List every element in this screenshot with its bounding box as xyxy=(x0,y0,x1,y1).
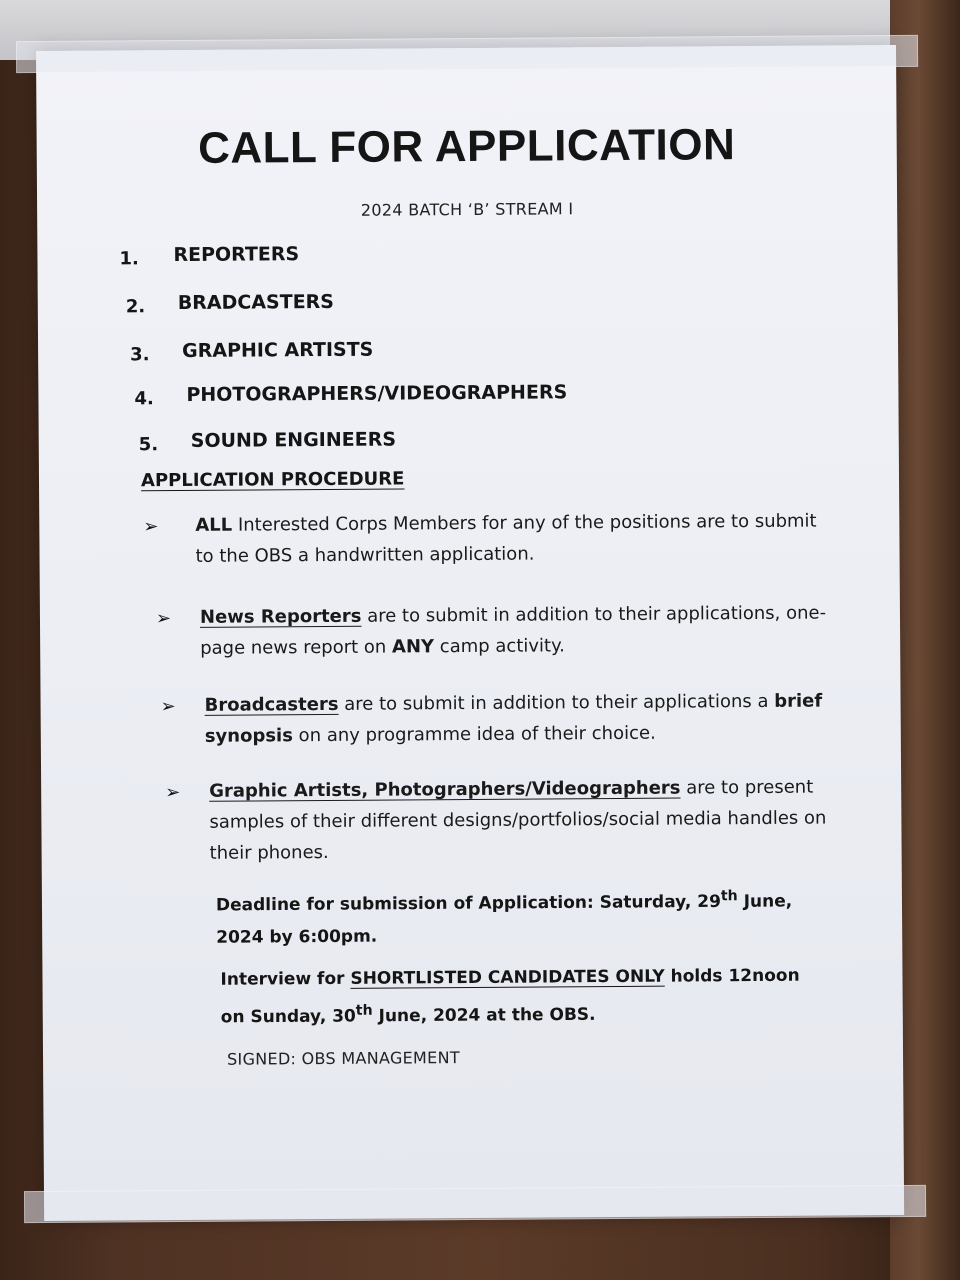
tape-top xyxy=(16,35,918,73)
position-number: 2. xyxy=(125,296,146,318)
procedure-item-lead: Broadcasters xyxy=(204,693,339,716)
procedure-item-text: are to present samples of their different designs/portfolios/social media handles on their phones. xyxy=(209,776,827,864)
interview-emphasis: SHORTLISTED CANDIDATES ONLY xyxy=(350,966,665,989)
position-number: 1. xyxy=(119,248,139,270)
tape-bottom xyxy=(24,1185,926,1223)
procedure-item-lead: Graphic Artists, Photographers/Videographers xyxy=(209,777,681,802)
position-label: REPORTERS xyxy=(173,243,300,267)
interview-mid: holds 12noon on Sunday, 30 xyxy=(220,965,800,1028)
interview-tail: June, 2024 at the OBS. xyxy=(372,1004,596,1027)
interview-suffix: th xyxy=(355,1002,373,1019)
deadline-text xyxy=(216,880,816,954)
procedure-item-text: Interested Corps Members for any of the positions are to submit to the OBS a handwritten application. xyxy=(195,510,817,567)
position-number: 5. xyxy=(138,434,159,456)
signed-by: SIGNED: OBS MANAGEMENT xyxy=(226,1048,460,1069)
procedure-item-text: are to submit in addition to their applications, one-page news report on xyxy=(200,602,827,659)
procedure-heading: APPLICATION PROCEDURE xyxy=(140,468,405,492)
procedure-item-emphasis: ANY xyxy=(391,636,435,658)
deadline-main: Deadline for submission of Application: Saturday, 29 xyxy=(215,891,721,916)
notice-title: CALL FOR APPLICATION xyxy=(197,120,736,173)
procedure-item-text: are to submit in addition to their applications a xyxy=(338,690,775,715)
notice-sheet xyxy=(36,45,904,1221)
arrow-bullet-icon: ➢ xyxy=(165,782,181,804)
arrow-bullet-icon: ➢ xyxy=(143,516,159,538)
procedure-item-emphasis: brief synopsis xyxy=(204,690,823,747)
procedure-item-tail: on any programme idea of their choice. xyxy=(292,722,656,747)
position-label: SOUND ENGINEERS xyxy=(190,428,397,452)
arrow-bullet-icon: ➢ xyxy=(155,608,172,630)
procedure-item-tail: camp activity. xyxy=(433,635,565,658)
deadline-tail: June, 2024 by 6:00pm. xyxy=(216,891,793,948)
position-number: 3. xyxy=(130,344,150,366)
position-label: BRADCASTERS xyxy=(177,290,335,315)
procedure-item-lead: ALL xyxy=(195,514,233,536)
procedure-item-lead: News Reporters xyxy=(199,605,362,628)
arrow-bullet-icon: ➢ xyxy=(160,696,176,718)
interview-text xyxy=(220,960,820,1034)
position-label: GRAPHIC ARTISTS xyxy=(182,338,374,362)
deadline-suffix: th xyxy=(720,888,738,905)
procedure-item xyxy=(195,506,825,572)
notice-subtitle: 2024 BATCH ‘B’ STREAM I xyxy=(360,199,574,220)
position-label: PHOTOGRAPHERS/VIDEOGRAPHERS xyxy=(186,381,568,406)
procedure-item xyxy=(204,685,834,751)
procedure-item xyxy=(200,597,830,663)
procedure-item xyxy=(209,771,835,868)
position-number: 4. xyxy=(134,388,154,410)
interview-pre: Interview for xyxy=(220,968,351,990)
